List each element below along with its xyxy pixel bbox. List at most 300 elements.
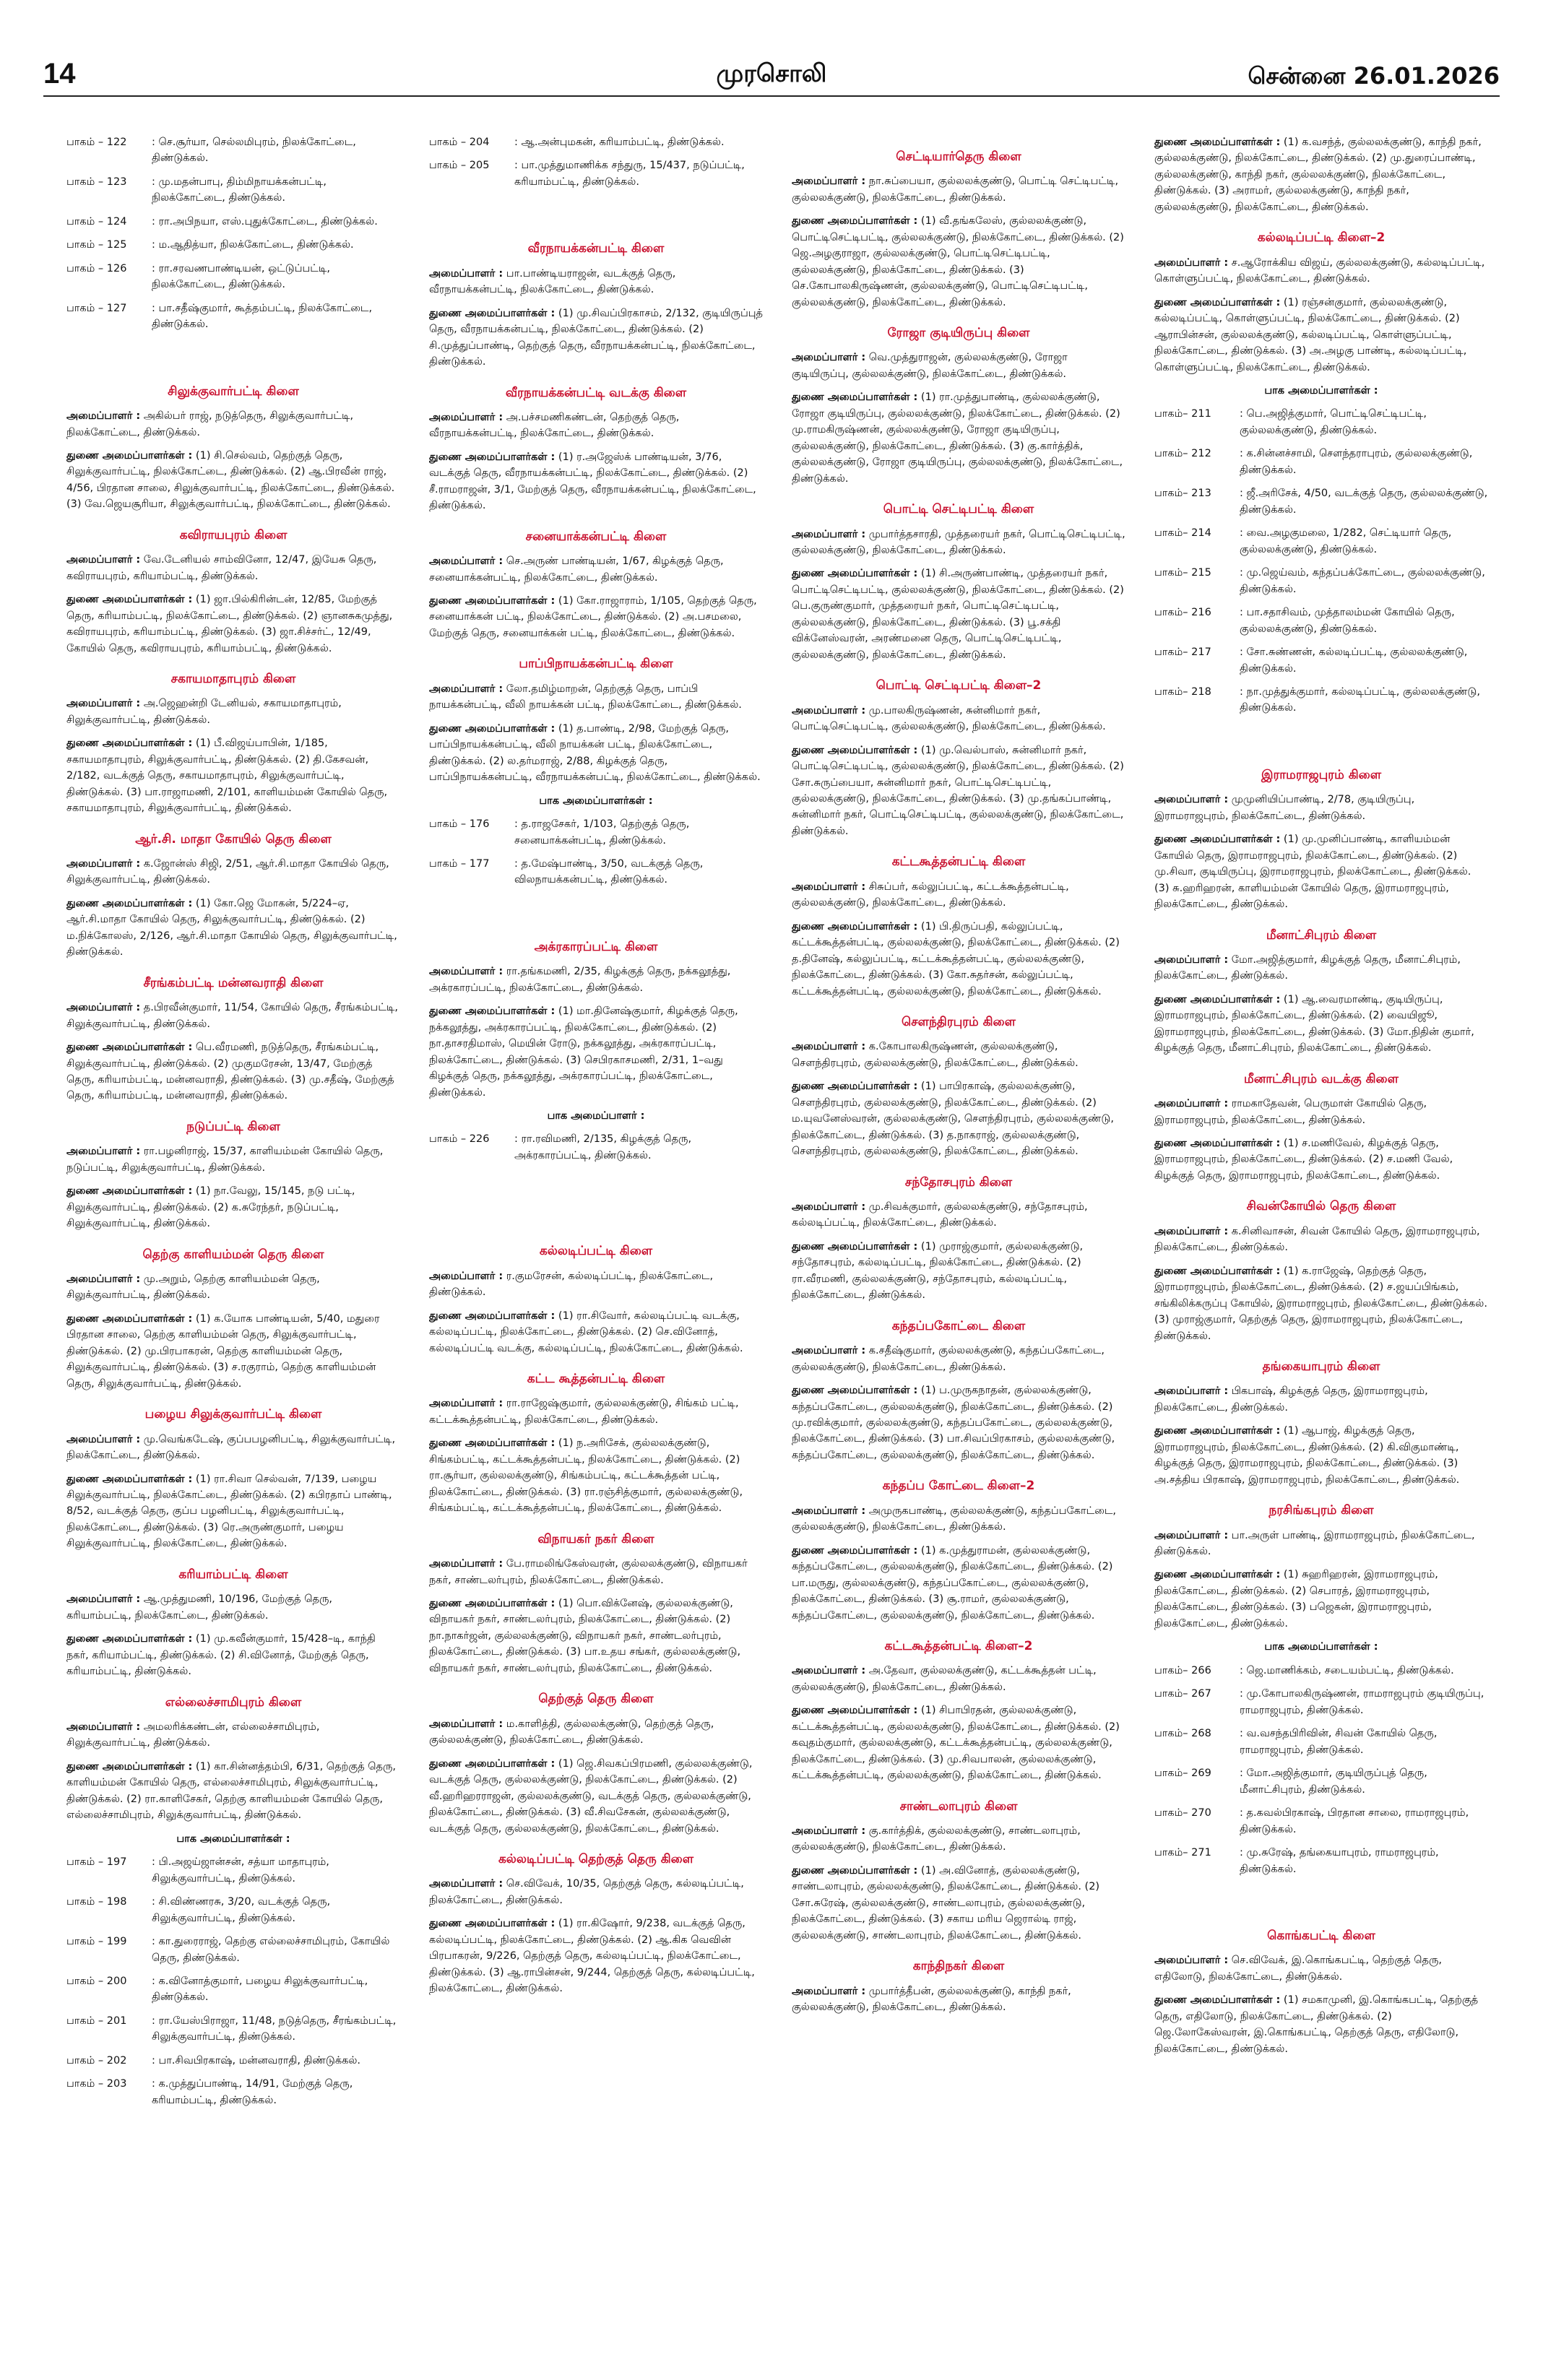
booth-number: பாகம் – 200 [66, 1976, 127, 1987]
role-label: துணை அமைப்பாளர்கள் : [429, 1005, 556, 1018]
branch-heading: கட்டகூத்தன்பட்டி கிளை–2 [884, 1639, 1033, 1654]
organizer-paragraph [66, 1719, 400, 1752]
booth-entry [1154, 1663, 1488, 1679]
booth-number: பாகம் – 226 [429, 1133, 490, 1146]
branch-heading: கல்லடிப்பட்டி தெற்குத் தெரு கிளை [498, 1851, 694, 1866]
organizer-details: (1) மு.சிவப்பிரகாசம், 2/132, குடியிருப்புத் தெரு, வீரநாயக்கன்பட்டி, நிலக்கோட்டை, திண்டுக்கல். (2) சி.முத்துப்பாண்டி, தெற்குத் தெரு, வீரநாயக்கன்பட்டி, நிலக்கோட்டை, திண்டுக்கல். [429, 307, 763, 368]
organizer-details: அ.பச்சமணிகண்டன், தெற்குத் தெரு, வீரநாயக்கன்பட்டி, நிலக்கோட்டை, திண்டுக்கல். [429, 411, 680, 440]
branch-heading: தெற்கு காளியம்மன் தெரு கிளை [142, 1247, 324, 1262]
booth-organizer: : மு.கோபாலகிருஷ்ணன், ராமராஜபுரம் குடியிருப்பு, ராமராஜபுரம், திண்டுக்கல். [1240, 1688, 1484, 1716]
branch-heading: சீரங்கம்பட்டி மன்னவராதி கிளை [143, 975, 324, 990]
organizer-details: (1) மு.வெல்பாஸ், சுன்னிமார் நகர், பொட்டிசெட்டிபட்டி, குல்லலக்குண்டு, நிலக்கோட்டை, திண்டுக்கல். (2) சோ.சுருப்பையா, சுன்னிமார் நகர், பொட்டிசெட்டிபட்டி, குல்லலக்குண்டு, நிலக்கோட்டை, திண்டுக்கல். (3) மு.தங்கப்பாண்டி, சுன்னிமார் நகர், பொட்டிசெட்டிபட்டி, குல்லலக்குண்டு, நிலக்கோட்டை, திண்டுக்கல். [792, 744, 1124, 837]
booth-number: பாகம் – 123 [66, 176, 127, 188]
organizer-details: (1) சி.அருண்பாண்டி, முத்தரையர் நகர், பொட்டிசெட்டிபட்டி, குல்லலக்குண்டு, நிலக்கோட்டை, திண்டுக்கல். (2) பெ.குருண்குமார், முத்தரையர் நகர், பொட்டிசெட்டிபட்டி, குல்லலக்குண்டு, நிலக்கோட்டை, திண்டுக்கல். (3) பூ.சக்தி விக்னேஸ்வரன், அரண்மனை தெரு, பொட்டிசெட்டிபட்டி, குல்லலக்குண்டு, நிலக்கோட்டை, திண்டுக்கல். [792, 568, 1124, 661]
organizer-details: பெ.வீரமணி, நடுத்தெரு, சீரங்கம்பட்டி, சிலுக்குவார்பட்டி, திண்டுக்கல். (2) முகுமரேசன், 13/47, மேற்குத் தெரு, கரியாம்பட்டி, மன்னவராதி, திண்டுக்கல். (3) மு.சதீஷ், மேற்குத் தெரு, கரியாம்பட்டி, மன்னவராதி, திண்டுக்கல். [66, 1042, 394, 1102]
booth-entry [1154, 1686, 1488, 1718]
role-label: அமைப்பாளர் : [429, 1270, 503, 1282]
role-label: துணை அமைப்பாளர்கள் : [66, 1042, 193, 1054]
organizer-paragraph [429, 1268, 763, 1301]
organizer-paragraph [792, 1239, 1125, 1304]
role-label: அமைப்பாளர் : [792, 1200, 866, 1213]
organizer-details: அகில்பர் ராஜ், நடுத்தெரு, சிலுக்குவார்பட்டி, நிலக்கோட்டை, திண்டுக்கல். [66, 410, 354, 438]
role-label: துணை அமைப்பாளர்கள் : [1154, 993, 1281, 1005]
organizer-paragraph [66, 592, 400, 657]
organizer-details: சிசுப்பர், கல்லுப்பட்டி, கட்டக்கூத்தன்பட்டி, குல்லலக்குண்டு, நிலக்கோட்டை, திண்டுக்கல். [792, 880, 1069, 909]
booth-entry [1154, 644, 1488, 677]
organizer-details: (1) ரா.கிஷோர், 9/238, வடக்குத் தெரு, கல்லடிப்பட்டி, நிலக்கோட்டை, திண்டுக்கல். (2) ஆ.கிக வெவின் பிரபாகரன், 9/226, தெற்குத் தெரு, கல்லடிப்பட்டி, நிலக்கோட்டை, திண்டுக்கல். (3) ஆ.ராபின்சன், 9/244, தெற்குத் தெரு, கல்லடிப்பட்டி, நிலக்கோட்டை, திண்டுக்கல். [429, 1918, 755, 1995]
masthead [43, 52, 1500, 97]
organizer-paragraph [1154, 1952, 1488, 1985]
organizer-details: ரா.தங்கமணி, 2/35, கிழக்குத் தெரு, நக்கலூத்து, அக்ரகாரப்பட்டி, நிலக்கோட்டை, திண்டுக்கல். [429, 966, 731, 994]
booth-organizer: : ம.ஆதித்யா, நிலக்கோட்டை, திண்டுக்கல். [152, 239, 354, 251]
booth-entry [66, 1894, 400, 1926]
organizer-paragraph [792, 527, 1125, 559]
organizer-details: பா.அருள் பாண்டி, இராமராஜபுரம், நிலக்கோட்டை, திண்டுக்கல். [1154, 1529, 1475, 1557]
branch-heading: நரசிங்கபுரம் கிளை [1268, 1503, 1374, 1518]
branch-heading: கந்தப்ப கோட்டை கிளை–2 [882, 1479, 1035, 1494]
booth-organizer: : நா.முத்துக்குமார், கல்லடிப்பட்டி, குல்லலக்குண்டு, திண்டுக்கல். [1240, 686, 1480, 714]
role-label: அமைப்பாளர் : [66, 1273, 141, 1285]
branch-heading: காந்திநகர் கிளை [912, 1959, 1005, 1974]
role-label: துணை அமைப்பாளர்கள் : [429, 1918, 556, 1930]
booth-number: பாகம்– 267 [1154, 1688, 1211, 1700]
organizer-paragraph [66, 1039, 400, 1104]
organizer-paragraph [66, 448, 400, 513]
organizer-details: ரா.ராஜேஷ்குமார், குல்லலக்குண்டு, சிங்கம் பட்டி, கட்டக்கூத்தன்பட்டி, நிலக்கோட்டை, திண்டுக்கல். [429, 1398, 739, 1426]
organizer-paragraph [429, 681, 763, 714]
column-gap [429, 197, 763, 226]
role-label: துணை அமைப்பாளர்கள் : [66, 1473, 193, 1485]
organizer-details: (1) வீ.தங்கலேஸ், குல்லலக்குண்டு, பொட்டிசெட்டிபட்டி, குல்லலக்குண்டு, நிலக்கோட்டை, திண்டுக்கல். (2) ஜெ.அழகுராஜா, குல்லலக்குண்டு, பொட்டிசெட்டிபட்டி, குல்லலக்குண்டு, நிலக்கோட்டை, திண்டுக்கல். (3) செ.கோபாலகிருஷ்ணன், குல்லலக்குண்டு, பொட்டிசெட்டிபட்டி, குல்லலக்குண்டு, நிலக்கோட்டை, திண்டுக்கல். [792, 215, 1124, 308]
booth-organizer: : பி.அஜய்ஜான்சன், சத்யா மாதாபுரம், சிலுக்குவார்பட்டி, திண்டுக்கல். [152, 1856, 329, 1884]
role-label: அமைப்பாளர் : [66, 554, 141, 566]
organizer-paragraph [429, 449, 763, 514]
role-label: துணை அமைப்பாளர்கள் : [792, 1081, 918, 1093]
organizer-details: முபார்த்தசாரதி, முத்தரையர் நகர், பொட்டிசெட்டிபட்டி, குல்லலக்குண்டு, நிலக்கோட்டை, திண்டுக்கல். [792, 528, 1125, 556]
role-label: துணை அமைப்பாளர்கள் : [792, 391, 918, 404]
branch-heading: சிலுக்குவார்பட்டி கிளை [168, 384, 299, 399]
organizer-details: ர.குமரேசன், கல்லடிப்பட்டி, நிலக்கோட்டை, திண்டுக்கல். [429, 1270, 714, 1299]
branch-heading: விநாயகர் நகர் கிளை [537, 1531, 654, 1546]
organizer-paragraph [1154, 1263, 1488, 1344]
branch-heading: இராமராஜபுரம் கிளை [1261, 767, 1382, 782]
role-label: துணை அமைப்பாளர்கள் : [429, 1598, 556, 1609]
booth-number: பாகம்– 216 [1154, 607, 1211, 619]
booth-entry [66, 237, 400, 253]
organizer-paragraph [1154, 992, 1488, 1057]
role-label: அமைப்பாளர் : [792, 1665, 866, 1677]
booth-organizer: : பா.சதீஷ்குமார், கூத்தம்பட்டி, நிலக்கோட்டை, திண்டுக்கல். [152, 302, 373, 331]
organizer-paragraph [792, 1199, 1125, 1232]
role-label: துணை அமைப்பாளர்கள் : [66, 1185, 193, 1198]
booth-organizer: : பெ.அஜித்குமார், பொட்டிசெட்டிபட்டி, குல்லலக்குண்டு, திண்டுக்கல். [1240, 408, 1427, 436]
organizer-details: க.சதீஷ்குமார், குல்லலக்குண்டு, கந்தப்பகோட்டை, குல்லலக்குண்டு, நிலக்கோட்டை, திண்டுக்கல். [792, 1345, 1105, 1373]
booth-organizer: : க.முத்துப்பாண்டி, 14/91, மேற்குத் தெரு, கரியாம்பட்டி, திண்டுக்கல். [152, 2078, 353, 2106]
booth-organizer: : ரா.அபிநயா, எஸ்.புதுக்கோட்டை, திண்டுக்கல். [152, 215, 378, 228]
role-label: துணை அமைப்பாளர்கள் : [792, 1385, 918, 1397]
booth-number: பாகம் – 204 [429, 137, 490, 148]
booth-organizer: : த.கவல்பிரகாஷ், பிரதான சாலை, ராமராஜபுரம், திண்டுக்கல். [1240, 1807, 1469, 1835]
organizer-details: (1) க.வசந்த், குல்லலக்குண்டு, காந்தி நகர், குல்லலக்குண்டு, நிலக்கோட்டை, திண்டுக்கல். (2) மு.துரைப்பாண்டி, குல்லலக்குண்டு, காந்தி நகர், குல்லலக்குண்டு, நிலக்கோட்டை, திண்டுக்கல். (3) அராமர், குல்லலக்குண்டு, காந்தி நகர், குல்லலக்குண்டு, நிலக்கோட்டை, திண்டுக்கல். [1154, 137, 1482, 213]
booth-organizer: : மு.ஜெய்வம், கந்தப்பக்கோட்டை, குல்லலக்குண்டு, திண்டுக்கல். [1240, 567, 1485, 595]
role-label: அமைப்பாளர் : [792, 1041, 866, 1053]
booth-organizer: : செ.சூர்யா, செல்லமிபுரம், நிலக்கோட்டை, திண்டுக்கல். [152, 137, 356, 165]
role-label: அமைப்பாளர் : [792, 880, 866, 893]
booth-number: பாகம் – 203 [66, 2078, 127, 2090]
organizer-details: (1) சமகாமுனி, இ.கொங்கபட்டி, தெற்குத் தெரு, எதிலோடு, நிலக்கோட்டை, திண்டுக்கல். (2) ஜெ.லோகேஸ்வரன், இ.கொங்கபட்டி, தெற்குத் தெரு, எதிலோடு, நிலக்கோட்டை, திண்டுக்கல். [1154, 1994, 1479, 2055]
branch-heading: சௌந்திரபுரம் கிளை [902, 1015, 1016, 1029]
column-gap [429, 896, 763, 925]
role-label: அமைப்பாளர் : [792, 1345, 866, 1357]
role-label: அமைப்பாளர் : [66, 857, 141, 870]
organizer-paragraph [66, 1432, 400, 1464]
booth-entry [429, 1131, 763, 1164]
branch-heading: கல்லடிப்பட்டி கிளை [539, 1244, 653, 1259]
role-label: அமைப்பாளர் : [66, 1721, 141, 1733]
organizer-details: (1) த.பாண்டி, 2/98, மேற்குத் தெரு, பாப்பிநாயக்கன்பட்டி, வீலி நாயக்கன் பட்டி, நிலக்கோட்டை, திண்டுக்கல். (2) ல.தர்மராஜ், 2/88, கிழக்குத் தெரு, பாப்பிநாயக்கன்பட்டி, வீரநாயக்கன்பட்டி, நிலக்கோட்டை, திண்டுக்கல். [429, 722, 761, 784]
booth-organizer: : மு.சுரேஷ், தங்கையாபுரம், ராமராஜபுரம், திண்டுக்கல். [1240, 1847, 1439, 1875]
organizer-paragraph [1154, 831, 1488, 912]
column-3 [792, 134, 1125, 2351]
organizer-paragraph [66, 696, 400, 728]
organizer-paragraph [66, 1311, 400, 1392]
role-label: துணை அமைப்பாளர்கள் : [1154, 137, 1281, 148]
branch-heading: தெற்குத் தெரு கிளை [538, 1692, 654, 1707]
organizer-details: (1) மு.முனிப்பாண்டி, காளியம்மன் கோயில் தெரு, இராமராஜபுரம், நிலக்கோட்டை, திண்டுக்கல். (2) மு.சிவா, குடியிருப்பு, இராமராஜபுரம், நிலக்கோட்டை, திண்டுக்கல். (3) சு.ஹரிஹரன், காளியம்மன் கோயில் தெரு, இராமராஜபுரம், நிலக்கோட்டை, திண்டுக்கல். [1154, 834, 1471, 911]
organizer-paragraph [429, 1556, 763, 1588]
booth-number: பாகம்– 217 [1154, 646, 1211, 659]
organizer-paragraph [1154, 1567, 1488, 1632]
column-gap [429, 1171, 763, 1200]
column-gap [66, 340, 400, 369]
branch-heading: மீனாட்சிபுரம் வடக்கு கிளை [1244, 1071, 1399, 1086]
branch-heading: வீரநாயக்கன்பட்டி வடக்கு கிளை [505, 385, 687, 400]
organizer-details: (1) பி.திருப்பதி, கல்லுப்பட்டி, கட்டக்கூத்தன்பட்டி, குல்லலக்குண்டு, நிலக்கோட்டை, திண்டுக்கல். (2) த.தினேஷ், கல்லுப்பட்டி, கட்டக்கூத்தன்பட்டி, குல்லலக்குண்டு, நிலக்கோட்டை, திண்டுக்கல். (3) கோ.சுதர்சன், கல்லுப்பட்டி, கட்டக்கூத்தன்பட்டி, குல்லலக்குண்டு, நிலக்கோட்டை, திண்டுக்கல். [792, 920, 1120, 998]
organizer-paragraph [429, 1876, 763, 1908]
booth-number: பாகம் – 125 [66, 239, 127, 251]
booth-entry [1154, 1805, 1488, 1838]
organizer-paragraph [429, 1596, 763, 1676]
organizer-paragraph [66, 1000, 400, 1032]
branch-heading: செட்டியார்தெரு கிளை [896, 150, 1021, 164]
role-label: துணை அமைப்பாளர்கள் : [792, 215, 918, 228]
booth-organizer: : ஜெ.மாணிக்கம், சடையம்பட்டி, திண்டுக்கல். [1240, 1664, 1454, 1676]
booth-number: பாகம் – 205 [429, 160, 490, 172]
organizer-paragraph [66, 1183, 400, 1232]
role-label: அமைப்பாளர் : [1154, 1529, 1229, 1541]
booth-subheading: பாக அமைப்பாளர்கள் : [176, 1832, 290, 1845]
role-label: துணை அமைப்பாளர்கள் : [429, 307, 556, 319]
branch-heading: பாப்பிநாயக்கன்பட்டி கிளை [519, 657, 673, 672]
organizer-details: (1) க.முத்துராமன், குல்லலக்குண்டு, கந்தப்பகோட்டை, குல்லலக்குண்டு, நிலக்கோட்டை, திண்டுக்கல். (2) பா.மருது, குல்லலக்குண்டு, கந்தப்பகோட்டை, குல்லலக்குண்டு, நிலக்கோட்டை, திண்டுக்கல். (3) சூ.ராமர், குல்லலக்குண்டு, கந்தப்பகோட்டை, குல்லலக்குண்டு, நிலக்கோட்டை, திண்டுக்கல். [792, 1544, 1113, 1622]
booth-number: பாகம்– 268 [1154, 1728, 1211, 1740]
organizer-paragraph [66, 735, 400, 816]
organizer-details: (1) ஜா.பில்கிரின்டன், 12/85, மேற்குத் தெரு, கரியாம்பட்டி, நிலக்கோட்டை, திண்டுக்கல். (2) ஞானசுகமுத்து, கவிராயபுரம், கரியாம்பட்டி, திண்டுக்கல். (3) ஜா.சிச்சர்ட், 12/49, கோயில் தெரு, கவிராயபுரம், கரியாம்பட்டி, திண்டுக்கல். [66, 594, 393, 654]
booth-entry [1154, 525, 1488, 558]
organizer-paragraph [66, 1631, 400, 1679]
organizer-paragraph [792, 1543, 1125, 1624]
organizer-paragraph [1154, 1224, 1488, 1256]
organizer-paragraph [1154, 792, 1488, 824]
role-label: அமைப்பாளர் : [792, 176, 866, 188]
role-label: துணை அமைப்பாளர்கள் : [792, 568, 918, 580]
column-gap [1154, 1884, 1488, 1913]
branch-heading: வீரநாயக்கன்பட்டி கிளை [527, 241, 665, 256]
organizer-paragraph [66, 408, 400, 441]
booth-entry [66, 1934, 400, 1966]
role-label: துணை அமைப்பாளர்கள் : [66, 594, 193, 606]
branch-heading: பழைய சிலுக்குவார்பட்டி கிளை [144, 1407, 322, 1422]
organizer-details: (1) பீ.விஜய்பாபின், 1/185, சகாயமாதாபுரம், சிலுக்குவார்பட்டி, திண்டுக்கல். (2) தி.கேசவன், 2/182, வடக்குத் தெரு, சகாயமாதாபுரம், சிலுக்குவார்பட்டி, திண்டுக்கல். (3) பா.ராஜாமணி, 2/101, காளியம்மன் கோயில் தெரு, சகாயமாதாபுரம், சிலுக்குவார்பட்டி, திண்டுக்கல். [66, 737, 388, 815]
organizer-details: கு.கார்த்திக், குல்லலக்குண்டு, சாண்டலாபுரம், குல்லலக்குண்டு, நிலக்கோட்டை, திண்டுக்கல். [792, 1825, 1081, 1853]
organizer-details: (1) ரஞ்சன்குமார், குல்லலக்குண்டு, கல்லடிப்பட்டி, கொள்ளுப்பட்டி, நிலக்கோட்டை, திண்டுக்கல். (2) ஆராபின்சன், குல்லலக்குண்டு, கல்லடிப்பட்டி, கொள்ளுப்பட்டி, நிலக்கோட்டை, திண்டுக்கல். (3) அ.அழகு பாண்டி, கல்லடிப்பட்டி, கொள்ளுப்பட்டி, நிலக்கோட்டை, திண்டுக்கல். [1154, 296, 1467, 373]
role-label: அமைப்பாளர் : [429, 1558, 503, 1570]
booth-organizer: : சி.விண்ணரசு, 3/20, வடக்குத் தெரு, சிலுக்குவார்பட்டி, திண்டுக்கல். [152, 1896, 331, 1924]
booth-entry [1154, 485, 1488, 518]
branch-heading: சாண்டலாபுரம் கிளை [899, 1799, 1018, 1814]
role-label: துணை அமைப்பாளர்கள் : [66, 1760, 193, 1773]
organizer-paragraph [792, 1039, 1125, 1071]
booth-entry [66, 214, 400, 230]
booth-entry [66, 261, 400, 293]
role-label: துணை அமைப்பாளர்கள் : [429, 595, 556, 607]
booth-organizer: : கா.துரைராஜ், தெற்கு எல்லைச்சாமிபுரம், கோயில் தெரு, திண்டுக்கல். [152, 1936, 390, 1964]
role-label: துணை அமைப்பாளர்கள் : [792, 744, 918, 756]
organizer-details: (1) ர.அஜேஸ்க் பாண்டியன், 3/76, வடக்குத் தெரு, வீரநாயக்கன்பட்டி, நிலக்கோட்டை, திண்டுக்கல். (2) சீ.ராமராஜன், 3/1, மேற்குத் தெரு, வீரநாயக்கன்பட்டி, நிலக்கோட்டை, திண்டுக்கல். [429, 451, 756, 512]
organizer-details: அ.ஜெஹன்றி டேனியல், சகாயமாதாபுரம், சிலுக்குவார்பட்டி, திண்டுக்கல். [66, 698, 342, 726]
organizer-details: (1) முராஜ்குமார், குல்லலக்குண்டு, சந்தோசபுரம், கல்லடிப்பட்டி, நிலக்கோட்டை, திண்டுக்கல். (2) ரா.வீரமணி, குல்லலக்குண்டு, சந்தோசபுரம், கல்லடிப்பட்டி, நிலக்கோட்டை, திண்டுக்கல். [792, 1240, 1084, 1302]
role-label: துணை அமைப்பாளர்கள் : [792, 920, 918, 932]
organizer-details: க.சினிவாசன், சிவன் கோயில் தெரு, இராமராஜபுரம், நிலக்கோட்டை, திண்டுக்கல். [1154, 1225, 1480, 1254]
booth-organizer: : ஆ.அன்புமகன், கரியாம்பட்டி, திண்டுக்கல். [514, 137, 725, 148]
organizer-paragraph [429, 593, 763, 641]
booth-number: பாகம்– 269 [1154, 1767, 1211, 1780]
column-gap [429, 1200, 763, 1229]
booth-entry [66, 1854, 400, 1887]
organizer-paragraph [792, 703, 1125, 735]
newspaper-title: முரசொலி [716, 59, 827, 88]
organizer-paragraph [1154, 1383, 1488, 1416]
column-gap [1154, 724, 1488, 753]
organizer-details: ராமகாதேவன், பெருமாள் கோயில் தெரு, இராமராஜபுரம், நிலக்கோட்டை, திண்டுக்கல். [1154, 1098, 1427, 1126]
organizer-paragraph [792, 743, 1125, 840]
organizer-details: (1) மா.தினேஷ்குமார், கிழக்குத் தெரு, நக்கலூத்து, அக்ரகாரப்பட்டி, நிலக்கோட்டை, திண்டுக்கல். (2) நா.தாசரதிமாஸ், மெயின் ரோடு, நக்கலூத்து, அக்ரகாரப்பட்டி, நிலக்கோட்டை, திண்டுக்கல். (3) செபிரகாசமணி, 2/31, 1–வது கிழக்குத் தெரு, நக்கலூத்து, அக்ரகாரப்பட்டி, நிலக்கோட்டை, திண்டுக்கல். [429, 1005, 738, 1099]
booth-number: பாகம் – 176 [429, 818, 490, 831]
organizer-details: க.ஜோன்ஸ் சிஜி, 2/51, ஆர்.சி.மாதா கோயில் தெரு, சிலுக்குவார்பட்டி, திண்டுக்கல். [66, 857, 389, 886]
organizer-details: (1) மு.கவீன்குமார், 15/428–டி, காந்தி நகர், கரியாம்பட்டி, திண்டுக்கல். (2) சி.வினோத், மேற்குத் தெரு, கரியாம்பட்டி, திண்டுக்கல். [66, 1633, 376, 1678]
branch-heading: ரோஜா குடியிருப்பு கிளை [887, 326, 1030, 341]
branch-heading: கரியாம்பட்டி கிளை [178, 1567, 288, 1582]
booth-entry [1154, 565, 1488, 597]
booth-entry [66, 174, 400, 207]
booth-organizer: : க.வினோத்குமார், பழைய சிலுக்குவார்பட்டி, திண்டுக்கல். [152, 1976, 368, 2004]
role-label: அமைப்பாளர் : [66, 698, 141, 710]
organizer-details: (1) சிபாபிரதன், குல்லலக்குண்டு, கட்டக்கூத்தன்பட்டி, குல்லலக்குண்டு, நிலக்கோட்டை, திண்டுக்கல். (2) கவுதம்குமார், குல்லலக்குண்டு, கட்டக்கூத்தன்பட்டி, குல்லலக்குண்டு, நிலக்கோட்டை, திண்டுக்கல். (3) மு.சிவபாலன், குல்லலக்குண்டு, கட்டக்கூத்தன்பட்டி, குல்லலக்குண்டு, நிலக்கோட்டை, திண்டுக்கல். [792, 1705, 1120, 1782]
role-label: அமைப்பாளர் : [429, 411, 503, 423]
booth-organizer: : பா.சதாசிவம், முத்தாலம்மன் கோயில் தெரு, குல்லலக்குண்டு, திண்டுக்கல். [1240, 607, 1455, 635]
organizer-details: பிகபாஷ், கிழக்குத் தெரு, இராமராஜபுரம், நிலக்கோட்டை, திண்டுக்கல். [1154, 1385, 1428, 1414]
organizer-paragraph [792, 350, 1125, 382]
organizer-details: மு.சிவக்குமார், குல்லலக்குண்டு, சந்தோசபுரம், கல்லடிப்பட்டி, நிலக்கோட்டை, திண்டுக்கல். [792, 1200, 1088, 1229]
branch-heading: சிவன்கோயில் தெரு கிளை [1246, 1199, 1396, 1214]
booth-entry [429, 856, 763, 888]
role-label: அமைப்பாளர் : [66, 1433, 141, 1445]
role-label: துணை அமைப்பாளர்கள் : [66, 1312, 193, 1325]
booth-number: பாகம் – 199 [66, 1936, 127, 1948]
role-label: அமைப்பாளர் : [1154, 794, 1229, 806]
branch-heading: தங்கையாபுரம் கிளை [1262, 1359, 1380, 1375]
booth-entry [66, 1973, 400, 2006]
role-label: துணை அமைப்பாளர்கள் : [792, 1240, 918, 1252]
role-label: துணை அமைப்பாளர்கள் : [429, 1310, 556, 1322]
role-label: அமைப்பாளர் : [429, 555, 503, 568]
booth-entry [66, 300, 400, 333]
booth-number: பாகம் – 126 [66, 262, 127, 274]
branch-heading: கல்லடிப்பட்டி கிளை–2 [1257, 230, 1386, 246]
booth-entry [66, 2013, 400, 2046]
booth-organizer: : மோ.அஜித்குமார், குடியிருப்புத் தெரு, மீனாட்சிபுரம், திண்டுக்கல். [1240, 1767, 1427, 1796]
role-label: அமைப்பாளர் : [429, 267, 503, 280]
branch-heading: பொட்டி செட்டிபட்டி கிளை [883, 502, 1034, 517]
booth-number: பாகம் – 122 [66, 137, 127, 148]
booth-organizer: : வ.வசந்தபிரிவின், சிவன் கோயில் தெரு, ராமராஜபுரம், திண்டுக்கல். [1240, 1728, 1438, 1756]
organizer-details: (1) க.யோக பாண்டியன், 5/40, மதுரை பிரதான சாலை, தெற்கு காளியம்மன் தெரு, சிலுக்குவார்பட்டி, திண்டுக்கல். (2) மு.பிரபாகரன், தெற்கு காளியம்மன் தெரு, சிலுக்குவார்பட்டி, திண்டுக்கல். (3) ச.ரகுராம், தெற்கு காளியம்மன் தெரு, சிலுக்குவார்பட்டி, திண்டுக்கல். [66, 1312, 380, 1390]
role-label: துணை அமைப்பாளர்கள் : [1154, 1994, 1281, 2007]
booth-entry [429, 157, 763, 190]
organizer-paragraph [429, 1308, 763, 1356]
organizer-paragraph [429, 553, 763, 586]
organizer-paragraph [429, 1716, 763, 1749]
booth-entry [429, 134, 763, 150]
organizer-paragraph [429, 306, 763, 371]
organizer-paragraph [66, 856, 400, 888]
organizer-paragraph [1154, 1423, 1488, 1488]
booth-number: பாகம் – 201 [66, 2015, 127, 2027]
organizer-details: மு.வெங்கடேஷ், குப்பபழனிபட்டி, சிலுக்குவார்பட்டி, நிலக்கோட்டை, திண்டுக்கல். [66, 1433, 396, 1462]
organizer-paragraph [66, 1759, 400, 1824]
booth-subheading: பாக அமைப்பாளர்கள் : [1264, 1641, 1378, 1653]
organizer-details: (1) ரா.சிவா செல்வன், 7/139, பழைய சிலுக்குவார்பட்டி, நிலக்கோட்டை, திண்டுக்கல். (2) கபிரதாப் பாண்டி, 8/52, வடக்குத் தெரு, குப்ப பழனிபட்டி, சிலுக்குவார்பட்டி, நிலக்கோட்டை, திண்டுக்கல். (3) ரெ.அருண்குமார், பழைய சிலுக்குவார்பட்டி, நிலக்கோட்டை, திண்டுக்கல். [66, 1473, 392, 1550]
organizer-details: (1) கா.சின்னத்தம்பி, 6/31, தெற்குத் தெரு, காளியம்மன் கோயில் தெரு, எல்லைச்சாமிபுரம், சிலுக்குவார்பட்டி, திண்டுக்கல். (2) ரா.காளிசேகர், தெற்கு காளியம்மன் கோயில் தெரு, எல்லைச்சாமிபுரம், சிலுக்குவார்பட்டி, திண்டுக்கல். [66, 1760, 397, 1822]
organizer-paragraph [792, 389, 1125, 487]
organizer-paragraph [1154, 1096, 1488, 1128]
organizer-details: (1) ந.அரிசேக், குல்லலக்குண்டு, சிங்கம்பட்டி, கட்டக்கூத்தன்பட்டி, நிலக்கோட்டை, திண்டுக்கல். (2) ரா.சூர்யா, குல்லலக்குண்டு, சிங்கம்பட்டி, கட்டக்கூத்தன் பட்டி, நிலக்கோட்டை, திண்டுக்கல். (3) ரா.ரஞ்சித்குமார், குல்லலக்குண்டு, சிங்கம்பட்டி, கட்டக்கூத்தன்பட்டி, நிலக்கோட்டை, திண்டுக்கல். [429, 1437, 743, 1515]
role-label: அமைப்பாளர் : [792, 528, 866, 540]
booth-organizer: : ஜீ.அரிசேக், 4/50, வடக்குத் தெரு, குல்லலக்குண்டு, திண்டுக்கல். [1240, 488, 1488, 516]
organizer-details: லோ.தமிழ்மாறன், தெற்குத் தெரு, பாப்பி நாயக்கன்பட்டி, வீலி நாயக்கன் பட்டி, நிலக்கோட்டை, திண்டுக்கல். [429, 683, 742, 711]
booth-number: பாகம் – 202 [66, 2054, 127, 2067]
role-label: துணை அமைப்பாளர்கள் : [1154, 1569, 1281, 1581]
organizer-details: (1) அ.வினோத், குல்லலக்குண்டு, சாண்டலாபுரம், குல்லலக்குண்டு, நிலக்கோட்டை, திண்டுக்கல். (2) சோ.சுரேஷ், குல்லலக்குண்டு, சாண்டலாபுரம், குல்லலக்குண்டு, நிலக்கோட்டை, திண்டுக்கல். (3) சகாய மரிய ஜெரால்டி ராஜ், குல்லலக்குண்டு, சாண்டலாபுரம், நிலக்கோட்டை, திண்டுக்கல். [792, 1864, 1100, 1942]
booth-organizer: : பா.சிவபிரகாஷ், மன்னவராதி, திண்டுக்கல். [152, 2054, 361, 2067]
organizer-paragraph [66, 896, 400, 961]
role-label: அமைப்பாளர் : [1154, 1955, 1229, 1967]
organizer-details: (1) ரா.சிவோர், கல்லடிப்பட்டி வடக்கு, கல்லடிப்பட்டி, நிலக்கோட்டை, திண்டுக்கல். (2) செ.வினோத், கல்லடிப்பட்டி வடக்கு, கல்லடிப்பட்டி, நிலக்கோட்டை, திண்டுக்கல். [429, 1310, 743, 1354]
role-label: அமைப்பாளர் : [1154, 1098, 1229, 1110]
organizer-paragraph [792, 566, 1125, 663]
organizer-details: ச.ஆரோக்கிய விஜய், குல்லலக்குண்டு, கல்லடிப்பட்டி, கொள்ளுப்பட்டி, நிலக்கோட்டை, திண்டுக்கல். [1154, 256, 1485, 285]
organizer-paragraph [429, 1435, 763, 1516]
branch-heading: கட்ட கூத்தன்பட்டி கிளை [527, 1372, 665, 1387]
organizer-paragraph [792, 879, 1125, 912]
organizer-paragraph [792, 1863, 1125, 1944]
role-label: அமைப்பாளர் : [792, 1825, 866, 1837]
booth-number: பாகம் – 124 [66, 215, 127, 228]
organizer-details: (1) ச.மணிவேல், கிழக்குத் தெரு, இராமராஜபுரம், நிலக்கோட்டை, திண்டுக்கல். (2) ச.மணி வேல், கிழக்குத் தெரு, இராமராஜபுரம், நிலக்கோட்டை, திண்டுக்கல். [1154, 1138, 1453, 1182]
organizer-details: வே.டேனியல் சாம்வினோ, 12/47, இயேசு தெரு, கவிராயபுரம், கரியாம்பட்டி, திண்டுக்கல். [66, 554, 377, 582]
branch-heading: மீனாட்சிபுரம் கிளை [1266, 927, 1377, 943]
organizer-details: க.கோபாலகிருஷ்ணன், குல்லலக்குண்டு, சௌந்திரபுரம், குல்லலக்குண்டு, நிலக்கோட்டை, திண்டுக்கல். [792, 1041, 1079, 1069]
role-label: அமைப்பாளர் : [429, 1878, 503, 1890]
role-label: துணை அமைப்பாளர்கள் : [1154, 1265, 1281, 1277]
booth-number: பாகம்– 271 [1154, 1847, 1211, 1859]
booth-number: பாகம் – 127 [66, 302, 127, 314]
booth-entry [429, 816, 763, 849]
organizer-paragraph [792, 213, 1125, 311]
organizer-paragraph [792, 1823, 1125, 1856]
organizer-paragraph [792, 1343, 1125, 1375]
branch-heading: கவிராயபுரம் கிளை [179, 527, 288, 542]
role-label: துணை அமைப்பாளர்கள் : [429, 1757, 556, 1770]
organizer-details: அமலரிக்கண்டன், எல்லைச்சாமிபுரம், சிலுக்குவார்பட்டி, திண்டுக்கல். [66, 1721, 320, 1749]
organizer-paragraph [792, 1663, 1125, 1695]
role-label: துணை அமைப்பாளர்கள் : [1154, 296, 1281, 308]
organizer-paragraph [429, 1916, 763, 1996]
booth-number: பாகம்– 213 [1154, 488, 1211, 500]
booth-entry [66, 2076, 400, 2108]
column-1 [66, 134, 400, 2351]
booth-number: பாகம்– 214 [1154, 527, 1211, 540]
branch-heading: பொட்டி செட்டிபட்டி கிளை–2 [876, 678, 1042, 693]
booth-organizer: : க.சின்னச்சாமி, சௌந்தராபுரம், குல்லலக்குண்டு, திண்டுக்கல். [1240, 448, 1473, 476]
role-label: அமைப்பாளர் : [66, 410, 141, 423]
organizer-details: (1) நா.வேலு, 15/145, நடு பட்டி, சிலுக்குவார்பட்டி, திண்டுக்கல். (2) க.சுரேந்தர், நடுப்பட்டி, சிலுக்குவார்பட்டி, திண்டுக்கல். [66, 1185, 355, 1230]
organizer-paragraph [792, 1983, 1125, 2016]
role-label: துணை அமைப்பாளர்கள் : [792, 1705, 918, 1717]
role-label: துணை அமைப்பாளர்கள் : [66, 449, 193, 462]
organizer-paragraph [792, 1078, 1125, 1159]
organizer-details: செ.விவேக், இ.கொங்கபட்டி, தெற்குத் தெரு, எதிலோடு, நிலக்கோட்டை, திண்டுக்கல். [1154, 1955, 1443, 1983]
role-label: அமைப்பாளர் : [1154, 1225, 1229, 1237]
organizer-paragraph [66, 1591, 400, 1624]
organizer-paragraph [1154, 1992, 1488, 2057]
organizer-details: (1) ப.முருகநாதன், குல்லலக்குண்டு, கந்தப்பகோட்டை, குல்லலக்குண்டு, நிலக்கோட்டை, திண்டுக்கல். (2) மு.ரவிக்குமார், குல்லலக்குண்டு, கந்தப்பகோட்டை, குல்லலக்குண்டு, நிலக்கோட்டை, திண்டுக்கல். (3) பா.சிவப்பிரகாசம், குல்லலக்குண்டு, கந்தப்பகோட்டை, குல்லலக்குண்டு, நிலக்கோட்டை, திண்டுக்கல். [792, 1385, 1115, 1461]
organizer-paragraph [429, 410, 763, 442]
role-label: துணை அமைப்பாளர்கள் : [1154, 834, 1281, 846]
organizer-details: முபார்த்தீபன், குல்லலக்குண்டு, காந்தி நகர், குல்லலக்குண்டு, நிலக்கோட்டை, திண்டுக்கல். [792, 1985, 1071, 2014]
booth-organizer: : வை.அழகுமலை, 1/282, செட்டியார் தெரு, குல்லலக்குண்டு, திண்டுக்கல். [1240, 527, 1452, 555]
role-label: துணை அமைப்பாளர்கள் : [66, 1633, 193, 1645]
organizer-paragraph [66, 1471, 400, 1552]
booth-organizer: : சோ.சுண்ணன், கல்லடிப்பட்டி, குல்லலக்குண்டு, திண்டுக்கல். [1240, 646, 1468, 675]
booth-entry [1154, 684, 1488, 717]
organizer-details: செ.அருண் பாண்டியன், 1/67, கிழக்குத் தெரு, சனையாக்கன்பட்டி, நிலக்கோட்டை, திண்டுக்கல். [429, 555, 724, 584]
organizer-paragraph [1154, 952, 1488, 985]
booth-entry [1154, 1726, 1488, 1758]
organizer-details: த.பிரவீன்குமார், 11/54, கோயில் தெரு, சீரங்கம்பட்டி, சிலுக்குவார்பட்டி, திண்டுக்கல். [66, 1002, 399, 1030]
role-label: துணை அமைப்பாளர்கள் : [1154, 1138, 1281, 1149]
column-4 [1154, 134, 1488, 2351]
booth-entry [1154, 1765, 1488, 1798]
branch-heading: அக்ரகாரப்பட்டி கிளை [534, 939, 658, 954]
page-number: 14 [43, 58, 76, 90]
booth-number: பாகம்– 270 [1154, 1807, 1211, 1819]
organizer-paragraph [429, 266, 763, 298]
role-label: அமைப்பாளர் : [429, 966, 503, 978]
booth-entry [1154, 446, 1488, 478]
role-label: அமைப்பாளர் : [66, 1002, 141, 1014]
branch-heading: கந்தப்பகோட்டை கிளை [891, 1318, 1026, 1333]
